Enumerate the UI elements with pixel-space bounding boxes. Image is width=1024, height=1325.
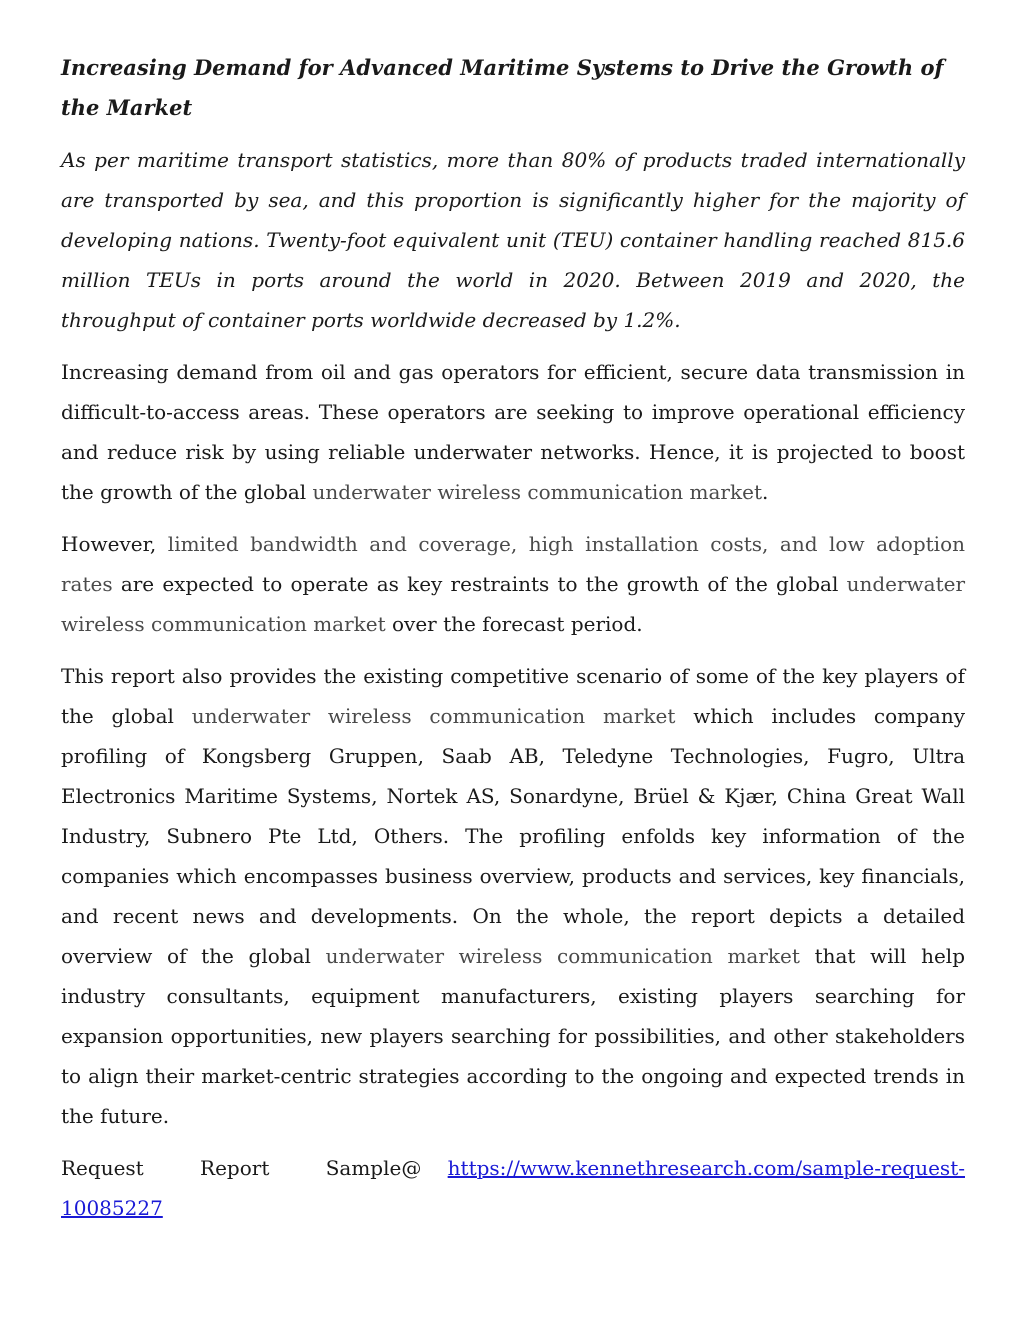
competitive-paragraph bbox=[61, 656, 965, 1136]
document-page bbox=[61, 48, 965, 1228]
request-sample-label: Request Report Sample@ bbox=[61, 1156, 422, 1180]
competitive-end: that will help industry consultants, equipment manufacturers, existing players searching for expansion opportunities, new players searching for possibilities, and other stakeholders to align their market-centric strategies according to the ongoing and expected trends in the future. bbox=[61, 944, 965, 1128]
sample-request-link[interactable]: https://www.kennethresearch.com/sample-request-10085227 bbox=[61, 1156, 965, 1220]
restraints-list: limited bandwidth and coverage, high installation costs, and low adoption rates bbox=[61, 532, 965, 596]
demand-text: Increasing demand from oil and gas operators for efficient, secure data transmission in difficult-to-access areas. These operators are seeking to improve operational efficiency and reduce risk by using reliable underwater networks. Hence, it is projected to boost the growth of the global bbox=[61, 360, 965, 504]
market-reference: underwater wireless communication market bbox=[325, 944, 800, 968]
section-heading: Increasing Demand for Advanced Maritime Systems to Drive the Growth of the Market bbox=[61, 55, 944, 120]
demand-paragraph bbox=[61, 352, 965, 512]
restraints-mid: are expected to operate as key restraints to the growth of the global bbox=[112, 572, 847, 596]
restraints-paragraph bbox=[61, 524, 965, 644]
request-sample-line bbox=[61, 1148, 965, 1228]
market-reference: underwater wireless communication market bbox=[312, 480, 762, 504]
statistics-paragraph: As per maritime transport statistics, more than 80% of products traded internationally are transported by sea, and this proportion is significantly higher for the majority of developing nations. Twenty-foot equivalent unit (TEU) container handling reached 815.6 million TEUs in ports around the world in 2020. Between 2019 and 2020, the throughput of container ports worldwide decreased by 1.2%. bbox=[61, 148, 965, 332]
market-reference: underwater wireless communication market bbox=[191, 704, 676, 728]
restraints-start: However, bbox=[61, 532, 168, 556]
demand-end: . bbox=[761, 480, 769, 504]
competitive-start: This report also provides the existing competitive scenario of some of the key players of the global bbox=[61, 664, 965, 728]
restraints-end: over the forecast period. bbox=[385, 612, 643, 636]
competitive-mid: which includes company profiling of Kongsberg Gruppen, Saab AB, Teledyne Technologies, Fugro, Ultra Electronics Maritime Systems, Nortek AS, Sonardyne, Brüel & Kjær, China Great Wall Industry, Subnero Pte Ltd, Others. The profiling enfolds key information of the companies which encompasses business overview, products and services, key financials, and recent news and developments. On the whole, the report depicts a detailed overview of the global bbox=[61, 704, 965, 968]
market-reference: underwater wireless communication market bbox=[61, 572, 965, 636]
